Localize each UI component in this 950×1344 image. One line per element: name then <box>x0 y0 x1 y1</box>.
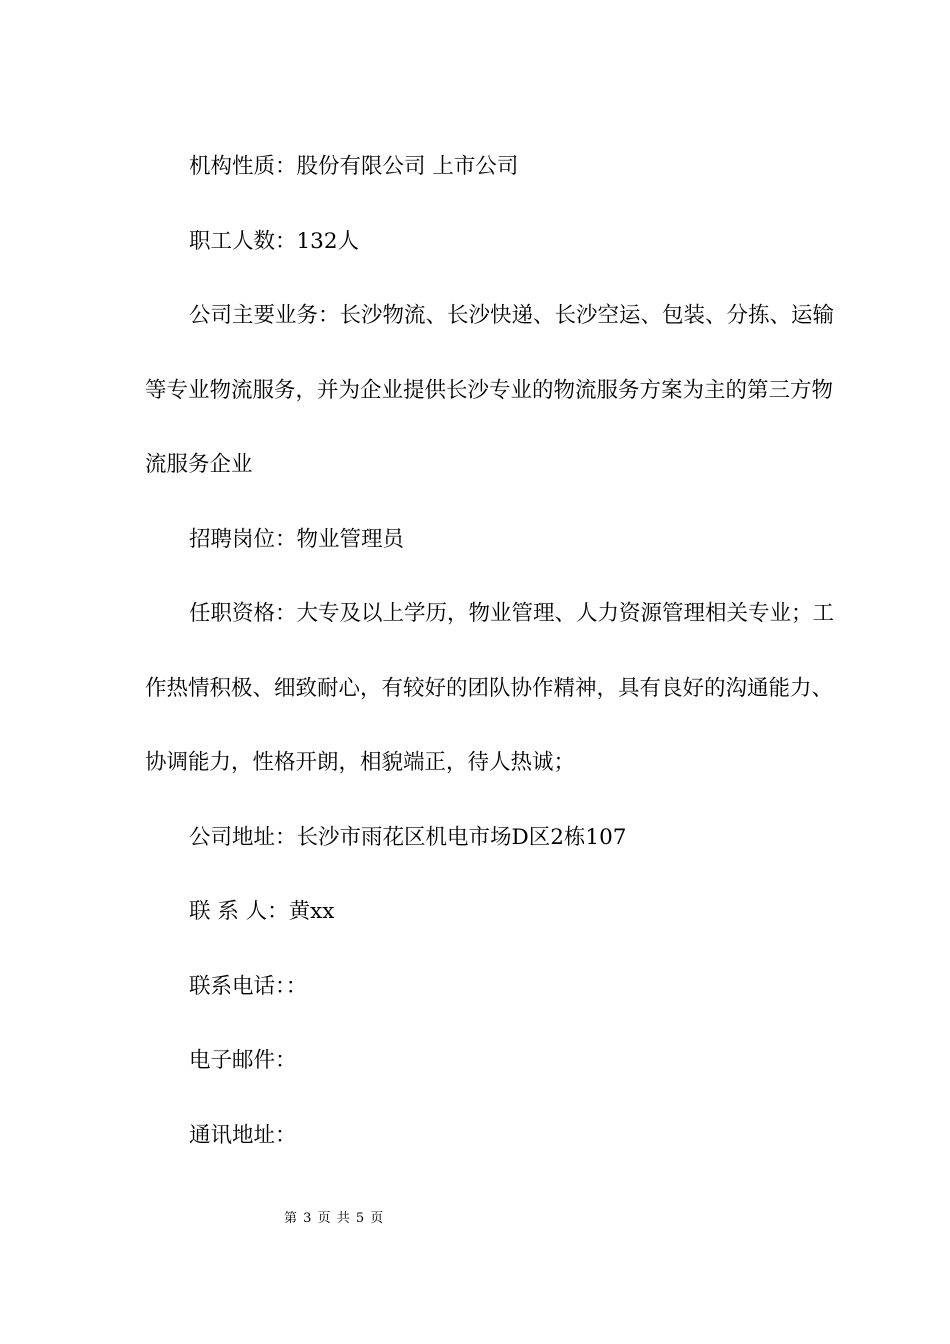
paragraph-mailing-address: 通讯地址： <box>189 1122 297 1148</box>
document-body <box>145 130 835 1173</box>
footer-current-page: 3 <box>303 1211 313 1226</box>
footer-mid: 页 共 <box>317 1211 351 1226</box>
footer-prefix: 第 <box>284 1211 299 1226</box>
footer-total-pages: 5 <box>355 1211 366 1226</box>
paragraph-email: 电子邮件： <box>189 1048 297 1073</box>
paragraph-qualifications: 任职资格：大专及以上学历，物业管理、人力资源管理相关专业；工作热情积极、细致耐心，有较好的团队协作精神，具有良好的沟通能力、协调能力，性格开朗，相貌端正，待人热诚； <box>145 601 835 775</box>
paragraph-contact-phone: 联系电话：： <box>189 973 308 999</box>
paragraph-company-address: 公司地址：长沙市雨花区机电市场D区2栋107 <box>189 824 627 850</box>
paragraph-employee-count: 职工人数：132人 <box>189 228 360 254</box>
page-footer <box>0 1207 950 1226</box>
paragraph-contact-person: 联 系 人：黄xx <box>189 899 335 924</box>
paragraph-job-position: 招聘岗位：物业管理员 <box>189 526 405 552</box>
paragraph-organization-type: 机构性质：股份有限公司 上市公司 <box>189 154 519 179</box>
paragraph-main-business: 公司主要业务：长沙物流、长沙快递、长沙空运、包装、分拣、运输等专业物流服务，并为企业提供长沙专业的物流服务方案为主的第三方物流服务企业 <box>145 303 835 477</box>
footer-suffix: 页 <box>370 1211 385 1226</box>
